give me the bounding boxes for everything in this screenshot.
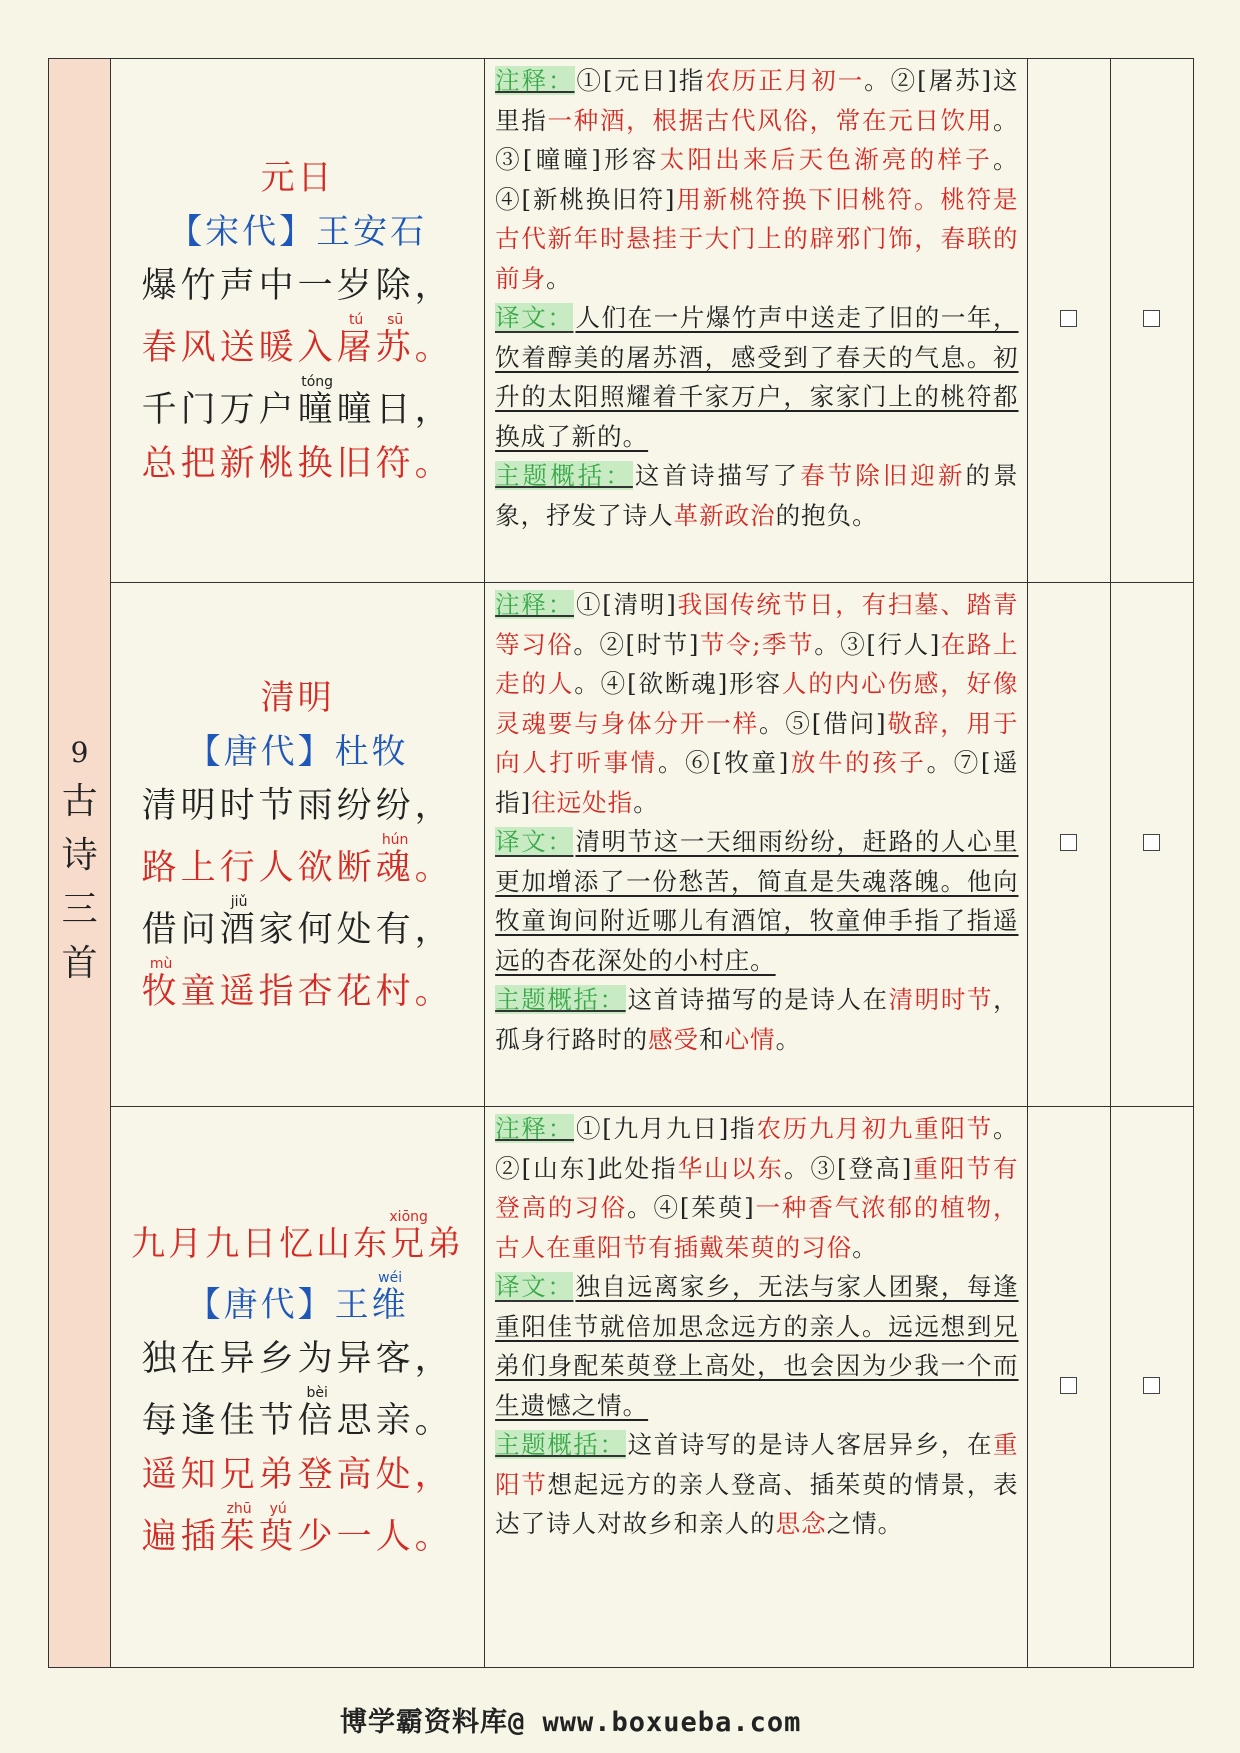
note-tag: 注释： [495, 1114, 574, 1144]
lesson-table [48, 58, 1194, 1668]
lesson-title-char: 三 [61, 888, 98, 930]
pinyin-ruby [258, 1501, 298, 1558]
poem-author-text: 【唐代】王 [186, 1285, 372, 1326]
note-text: 的景象，抒发了诗人 [495, 461, 1019, 530]
pinyin-ruby [371, 1270, 409, 1326]
ruby-char: 维 [371, 1285, 409, 1326]
poem-line [111, 895, 484, 957]
poem-line [111, 1386, 484, 1448]
ruby-char: 魂 [375, 847, 415, 888]
line-text: 童遥指杏花村。 [180, 971, 454, 1012]
pinyin-ruby [375, 831, 415, 888]
line-text: 路上行人欲断 [141, 847, 376, 888]
note-paragraph [495, 298, 1018, 456]
note-text: 。②[时节] [573, 629, 700, 659]
checkbox[interactable] [1143, 834, 1160, 851]
poem-line [111, 437, 484, 491]
note-highlight: 我国传统节日，有扫墓、踏青等习俗 [495, 590, 1019, 659]
checkbox-cell [1110, 59, 1193, 583]
poem-title-text: 弟 [427, 1224, 465, 1265]
ruby-char: 兄 [389, 1224, 428, 1265]
note-highlight: 重阳节 [495, 1430, 1019, 1499]
note-text: 想起远方的亲人登高、插茱萸的情景，表达了诗人对故乡和亲人的 [495, 1469, 1019, 1539]
poem-cell [111, 59, 485, 583]
note-highlight: 华山以东 [677, 1153, 784, 1183]
note-text: 。④[欲断魂]形容 [574, 669, 782, 699]
note-highlight: 用新桃符换下旧桃符。桃符是古代新年时悬挂于大门上的辟邪门饰，春联的前身 [495, 184, 1019, 293]
footer-watermark: 博学霸资料库@ www.boxueba.com [340, 1707, 802, 1738]
line-text: 遍插 [141, 1517, 220, 1558]
note-highlight: 清明时节 [888, 985, 994, 1015]
note-highlight: 放牛的孩子 [789, 748, 927, 778]
line-text: 每逢佳节 [141, 1401, 298, 1442]
pinyin: mù [141, 955, 181, 972]
checkbox[interactable] [1143, 1377, 1160, 1394]
note-paragraph [495, 822, 1018, 980]
pinyin: xiōng [389, 1209, 428, 1226]
note-text: ①[元日]指 [576, 66, 706, 95]
line-text: 。 [414, 327, 454, 368]
poem-title: 元日 [260, 157, 335, 198]
poem-row [49, 59, 1194, 583]
note-text: 。 [546, 263, 572, 293]
note-tag: 主题概括： [495, 1430, 626, 1460]
poem-line [111, 833, 484, 895]
note-paragraph [495, 585, 1018, 822]
note-highlight: 一种香气浓郁的植物，古人在重阳节有插戴茱萸的习俗 [495, 1193, 1019, 1262]
pinyin: tóng [297, 373, 337, 390]
pinyin-ruby [375, 311, 415, 368]
notes-cell [485, 583, 1027, 1107]
poem-title-text: 九月九日忆山东 [131, 1224, 391, 1265]
ruby-char: 倍 [297, 1401, 337, 1442]
note-text: 的抱负。 [775, 500, 878, 530]
checkbox-cell [1027, 1107, 1110, 1668]
checkbox[interactable] [1060, 310, 1077, 327]
note-highlight: 太阳出来后天色渐亮的样子 [659, 145, 994, 174]
poem-line [111, 1448, 484, 1502]
pinyin: yú [258, 1501, 298, 1518]
pinyin-ruby [336, 311, 376, 368]
poem-cell [111, 1107, 485, 1668]
line-text: 家何处有， [258, 909, 454, 950]
poem-cell [111, 583, 485, 1107]
pinyin: jiǔ [219, 893, 259, 910]
poem-row [49, 583, 1194, 1107]
ruby-char: 苏 [375, 327, 415, 368]
note-text: 。④[茱萸] [627, 1193, 755, 1223]
line-text: 爆竹声中一岁除， [141, 265, 454, 306]
note-text: 这首诗写的是诗人客居异乡，在 [627, 1430, 994, 1460]
note-paragraph [495, 1109, 1018, 1267]
note-paragraph [495, 1267, 1018, 1425]
notes-block [485, 1107, 1026, 1544]
note-highlight: 思念 [775, 1509, 827, 1539]
note-tag: 主题概括： [495, 461, 633, 490]
checkbox-cell [1110, 1107, 1193, 1668]
note-text: 。⑤[借问] [759, 708, 887, 738]
note-highlight: 节令;季节 [699, 629, 815, 659]
poem-line [111, 1502, 484, 1564]
note-text: 这首诗描写的是诗人在 [627, 985, 889, 1015]
checkbox-cell [1027, 59, 1110, 583]
ruby-char: 酒 [219, 909, 259, 950]
line-text: 曈日， [336, 389, 454, 430]
note-paragraph [495, 980, 1018, 1059]
lesson-label [49, 59, 111, 1668]
line-text: 。 [414, 847, 454, 888]
lesson-title-char: 诗 [61, 834, 98, 876]
pinyin: zhū [219, 1501, 259, 1518]
note-text: 这首诗描写了 [634, 461, 801, 490]
note-text: 。②[屠苏]这里指 [495, 66, 1019, 135]
poem-line [111, 259, 484, 313]
note-text: 。③[曈曈]形容 [495, 105, 1019, 174]
pinyin: bèi [297, 1385, 337, 1402]
pinyin-ruby [219, 893, 259, 950]
note-text: 。④[新桃换旧符] [495, 145, 1019, 214]
line-text: 清明时节雨纷纷， [141, 785, 454, 826]
pinyin: tú [336, 311, 376, 328]
line-text: 春风送暖入 [141, 327, 337, 368]
poem-line [111, 375, 484, 437]
pinyin-ruby [389, 1209, 428, 1265]
note-tag: 译文： [495, 827, 574, 857]
line-text: 少一人。 [297, 1517, 454, 1558]
note-highlight: 往远处指 [531, 787, 634, 817]
note-text: 和 [699, 1024, 725, 1054]
line-text: 遥知兄弟登高处， [141, 1455, 454, 1496]
lesson-title-char: 首 [61, 942, 98, 984]
lesson-title-char: 古 [61, 780, 98, 822]
poem-author [111, 1271, 484, 1332]
note-highlight: 春节除旧迎新 [800, 461, 966, 490]
pinyin: wéi [371, 1270, 409, 1287]
poem-line [111, 313, 484, 375]
line-text: 独在异乡为异客， [141, 1339, 454, 1380]
note-highlight: 革新政治 [673, 500, 776, 530]
ruby-char: 牧 [141, 971, 181, 1012]
checkbox-cell [1110, 583, 1193, 1107]
poem-author: 【宋代】王安石 [168, 211, 428, 252]
checkbox[interactable] [1143, 310, 1160, 327]
note-paragraph [495, 456, 1018, 535]
notes-cell [485, 1107, 1027, 1668]
note-tag: 注释： [495, 66, 575, 95]
notes-block [485, 583, 1026, 1059]
checkbox[interactable] [1060, 1377, 1077, 1394]
note-text: 。 [775, 1024, 802, 1054]
pinyin-ruby [297, 373, 337, 430]
line-text: 总把新桃换旧符。 [141, 443, 454, 484]
line-text: 千门万户 [141, 389, 298, 430]
note-tag: 注释： [495, 590, 574, 620]
note-highlight: 一种酒，根据古代风俗，常在元日饮用 [547, 105, 994, 135]
note-highlight: 重阳节有登高的习俗 [495, 1153, 1019, 1223]
note-highlight: 农历九月初九重阳节 [756, 1114, 994, 1144]
poem-line [111, 1332, 484, 1386]
pinyin-ruby [219, 1501, 259, 1558]
note-text: 。③[登高] [783, 1153, 913, 1183]
poem-author: 【唐代】杜牧 [186, 731, 409, 772]
poem-title: 清明 [260, 677, 335, 718]
note-text: 。②[山东]此处指 [495, 1114, 1019, 1183]
note-tag: 译文： [495, 303, 574, 332]
pinyin: hún [375, 831, 415, 848]
note-paragraph [495, 61, 1018, 298]
note-highlight: 感受 [648, 1024, 700, 1054]
note-text: 。 [633, 787, 659, 817]
note-text: 之情。 [826, 1509, 904, 1539]
note-highlight: 敬辞，用于向人打听事情 [495, 708, 1019, 778]
checkbox-cell [1027, 583, 1110, 1107]
poem-line [111, 957, 484, 1019]
note-highlight: 农历正月初一 [705, 66, 865, 95]
pinyin-ruby [297, 1385, 337, 1442]
note-text: ，孤身行路时的 [495, 985, 1019, 1054]
note-text: 。 [852, 1232, 878, 1262]
lesson-number: 9 [70, 735, 89, 769]
note-text: 。⑦[遥指] [495, 748, 1019, 817]
ruby-char: 萸 [258, 1517, 298, 1558]
pinyin: sū [375, 311, 415, 328]
note-text: 清明节这一天细雨纷纷，赶路的人心里更加增添了一份愁苦，简直是失魂落魄。他向牧童询问附近哪儿有酒馆，牧童伸手指了指遥远的杏花深处的小村庄。 [495, 827, 1019, 975]
note-tag: 主题概括： [495, 985, 626, 1015]
ruby-char: 屠 [336, 327, 376, 368]
note-text: ①[九月九日]指 [576, 1114, 757, 1144]
line-text: 思亲。 [336, 1401, 454, 1442]
checkbox[interactable] [1060, 834, 1077, 851]
note-text: 独自远离家乡，无法与家人团聚，每逢重阳佳节就倍加思念远方的亲人。远远想到兄弟们身配茱萸登上高处，也会因为少我一个而生遗憾之情。 [495, 1272, 1019, 1420]
line-text: 借问 [141, 909, 220, 950]
note-highlight: 人的内心伤感，好像灵魂要与身体分开一样 [495, 669, 1019, 738]
ruby-char: 曈 [297, 389, 337, 430]
ruby-char: 茱 [219, 1517, 259, 1558]
poem-line [111, 779, 484, 833]
note-text: 。⑥[牧童] [657, 748, 790, 778]
note-text: 人们在一片爆竹声中送走了旧的一年，饮着醇美的屠苏酒，感受到了春天的气息。初升的太阳照耀着千家万户，家家门上的桃符都换成了新的。 [495, 303, 1019, 451]
pinyin-ruby [141, 955, 181, 1012]
poem-row [49, 1107, 1194, 1668]
poem-title [111, 1210, 484, 1271]
note-text: ①[清明] [576, 590, 677, 620]
note-highlight: 在路上走的人 [495, 629, 1019, 699]
note-highlight: 心情 [724, 1024, 776, 1054]
notes-block [485, 59, 1026, 535]
note-text: 。③[行人] [814, 629, 941, 659]
note-paragraph [495, 1425, 1018, 1544]
notes-cell [485, 59, 1027, 583]
note-tag: 译文： [495, 1272, 574, 1302]
